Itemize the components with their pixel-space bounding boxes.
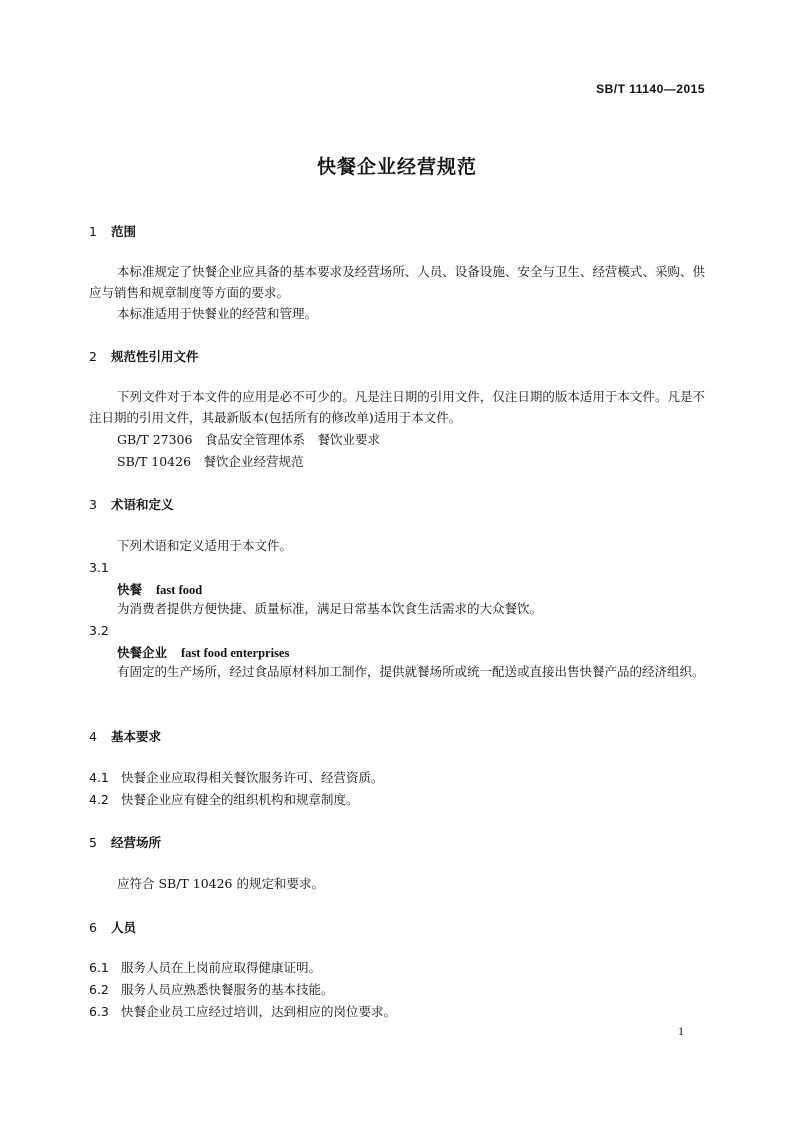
section-5-paragraph-1: 应符合 SB/T 10426 的规定和要求。	[117, 876, 324, 891]
section-title: 人员	[111, 920, 137, 935]
reference-item: SB/T 10426 餐饮企业经营规范	[117, 454, 304, 469]
section-1-heading	[89, 222, 136, 240]
section-title: 术语和定义	[111, 497, 174, 512]
term-cn: 快餐	[117, 582, 143, 597]
section-title: 范围	[111, 224, 137, 239]
clause-text: 快餐企业应取得相关餐饮服务许可、经营资质。	[121, 770, 384, 785]
term-heading	[117, 580, 202, 598]
clause-text: 服务人员在上岗前应取得健康证明。	[121, 960, 322, 975]
section-1-paragraph-1: 本标准规定了快餐企业应具备的基本要求及经营场所、人员、设备设施、安全与卫生、经营模式、采购、供应与销售和规章制度等方面的要求。	[89, 264, 705, 300]
clause-number: 4.1	[89, 770, 109, 785]
section-number: 4	[89, 729, 97, 744]
section-title: 基本要求	[111, 729, 162, 744]
clause-number: 6.1	[89, 960, 109, 975]
term-en: fast food	[156, 583, 203, 597]
section-number: 3	[89, 497, 97, 512]
term-cn: 快餐企业	[117, 645, 168, 660]
clause	[89, 1002, 396, 1020]
section-3-heading	[89, 495, 174, 513]
clause	[89, 768, 384, 786]
clause-text: 服务人员应熟悉快餐服务的基本技能。	[121, 982, 334, 997]
term-heading	[117, 643, 289, 661]
clause	[89, 958, 321, 976]
page-title: 快餐企业经营规范	[316, 156, 477, 178]
section-5-heading	[89, 833, 161, 851]
section-title: 规范性引用文件	[111, 349, 199, 364]
term-definition: 为消费者提供方便快捷、质量标准，满足日常基本饮食生活需求的大众餐饮。	[117, 601, 543, 616]
section-number: 1	[89, 224, 97, 239]
clause-number: 4.2	[89, 792, 109, 807]
clause-number: 6.2	[89, 982, 109, 997]
clause-number: 6.3	[89, 1004, 109, 1019]
section-3-paragraph-1: 下列术语和定义适用于本文件。	[117, 538, 293, 553]
term-number: 3.2	[89, 623, 109, 638]
reference-item: GB/T 27306 食品安全管理体系 餐饮业要求	[117, 432, 380, 447]
term-number: 3.1	[89, 560, 109, 575]
section-1-paragraph-2: 本标准适用于快餐业的经营和管理。	[117, 306, 318, 321]
term-definition: 有固定的生产场所，经过食品原材料加工制作，提供就餐场所或统一配送或直接出售快餐产品的经济组织。	[117, 664, 705, 679]
section-2-heading	[89, 347, 199, 365]
section-4-heading	[89, 727, 161, 745]
section-2-paragraph-1: 下列文件对于本文件的应用是必不可少的。凡是注日期的引用文件，仅注日期的版本适用于本文件。凡是不注日期的引用文件，其最新版本(包括所有的修改单)适用于本文件。	[89, 389, 705, 425]
standard-code: SB/T 11140—2015	[596, 82, 705, 96]
page-number: 1	[678, 1024, 684, 1038]
section-title: 经营场所	[111, 835, 162, 850]
clause	[89, 980, 334, 998]
term-en: fast food enterprises	[181, 646, 290, 660]
clause-text: 快餐企业应有健全的组织机构和规章制度。	[121, 792, 359, 807]
section-number: 2	[89, 349, 97, 364]
clause	[89, 790, 359, 808]
clause-text: 快餐企业员工应经过培训，达到相应的岗位要求。	[121, 1004, 397, 1019]
section-number: 6	[89, 920, 97, 935]
section-6-heading	[89, 918, 136, 936]
section-number: 5	[89, 835, 97, 850]
